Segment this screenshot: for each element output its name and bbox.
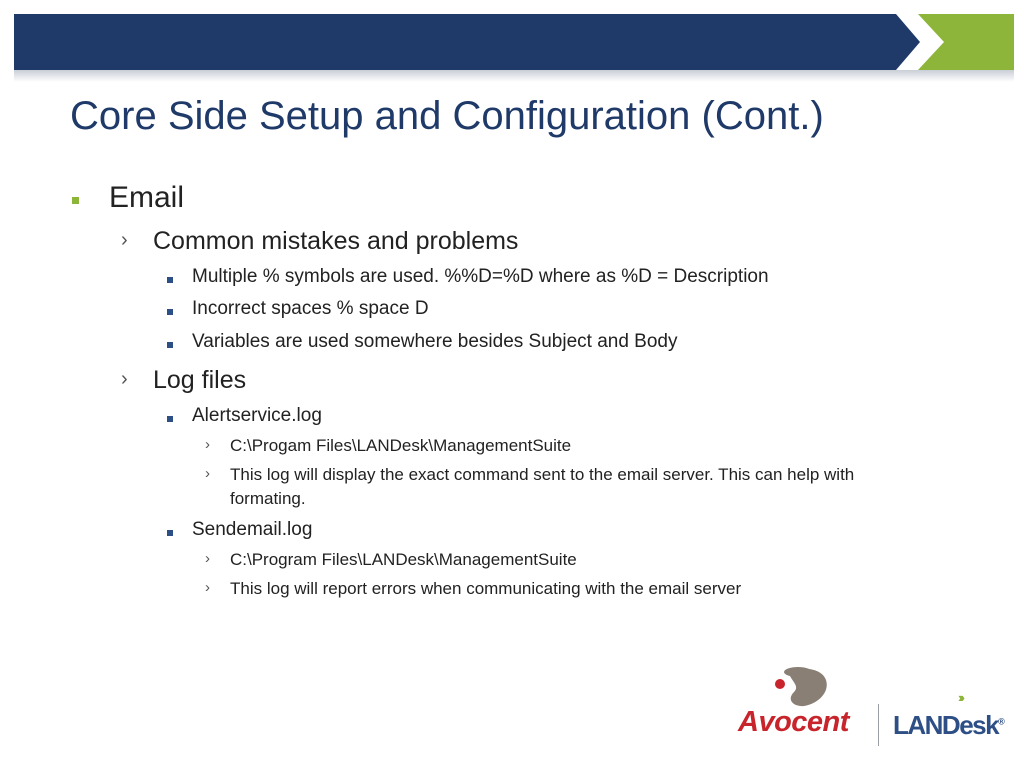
chevron-right-icon: › bbox=[205, 436, 210, 453]
landesk-chevrons-icon: ››› bbox=[958, 690, 962, 705]
chevron-right-icon: › bbox=[121, 229, 128, 251]
footer-logos bbox=[730, 660, 1005, 760]
landesk-registered-mark: ® bbox=[998, 716, 1005, 727]
bullet-alertservice-log: Alertservice.log bbox=[192, 405, 322, 426]
bullet-mistake-3: Variables are used somewhere besides Subject and Body bbox=[192, 331, 678, 352]
slide-title: Core Side Setup and Configuration (Cont.) bbox=[70, 94, 824, 138]
bullet-sendemail-log: Sendemail.log bbox=[192, 519, 313, 540]
bullet-sendemail-path: C:\Program Files\LANDesk\ManagementSuite bbox=[230, 550, 577, 569]
bullet-alertservice-path: C:\Progam Files\LANDesk\ManagementSuite bbox=[230, 436, 572, 455]
level3-bullet-icon bbox=[167, 342, 173, 348]
level3-bullet-icon bbox=[167, 309, 173, 315]
logo-divider bbox=[878, 704, 879, 746]
level1-bullet-icon bbox=[72, 197, 79, 204]
landesk-logo-text bbox=[893, 710, 1005, 741]
level3-bullet-icon bbox=[167, 530, 173, 536]
avocent-logo-icon bbox=[768, 664, 832, 710]
chevron-right-icon: › bbox=[121, 368, 128, 390]
bullet-mistake-2: Incorrect spaces % space D bbox=[192, 298, 429, 319]
bullet-alertservice-desc-line1: This log will display the exact command sent to the email server. This can help with bbox=[230, 465, 855, 484]
chevron-right-icon: › bbox=[205, 465, 210, 482]
bullet-mistake-1: Multiple % symbols are used. %%D=%D where as %D = Description bbox=[192, 266, 769, 287]
chevron-right-icon: › bbox=[205, 579, 210, 596]
chevron-right-icon: › bbox=[205, 550, 210, 567]
bullet-alertservice-desc-line2: formating. bbox=[230, 489, 306, 508]
bullet-sendemail-desc: This log will report errors when communicating with the email server bbox=[230, 579, 742, 598]
header-shadow bbox=[14, 70, 1014, 82]
bullet-common-mistakes: Common mistakes and problems bbox=[153, 227, 519, 255]
bullet-log-files: Log files bbox=[153, 366, 247, 394]
header-green-chevron bbox=[918, 14, 1014, 70]
avocent-logo-text: Avocent bbox=[738, 706, 849, 738]
header-navy-bar bbox=[14, 14, 920, 70]
level3-bullet-icon bbox=[167, 416, 173, 422]
level3-bullet-icon bbox=[167, 277, 173, 283]
header-band bbox=[14, 14, 1014, 94]
landesk-logo-name: LANDesk bbox=[893, 710, 999, 740]
bullet-email: Email bbox=[109, 181, 185, 214]
